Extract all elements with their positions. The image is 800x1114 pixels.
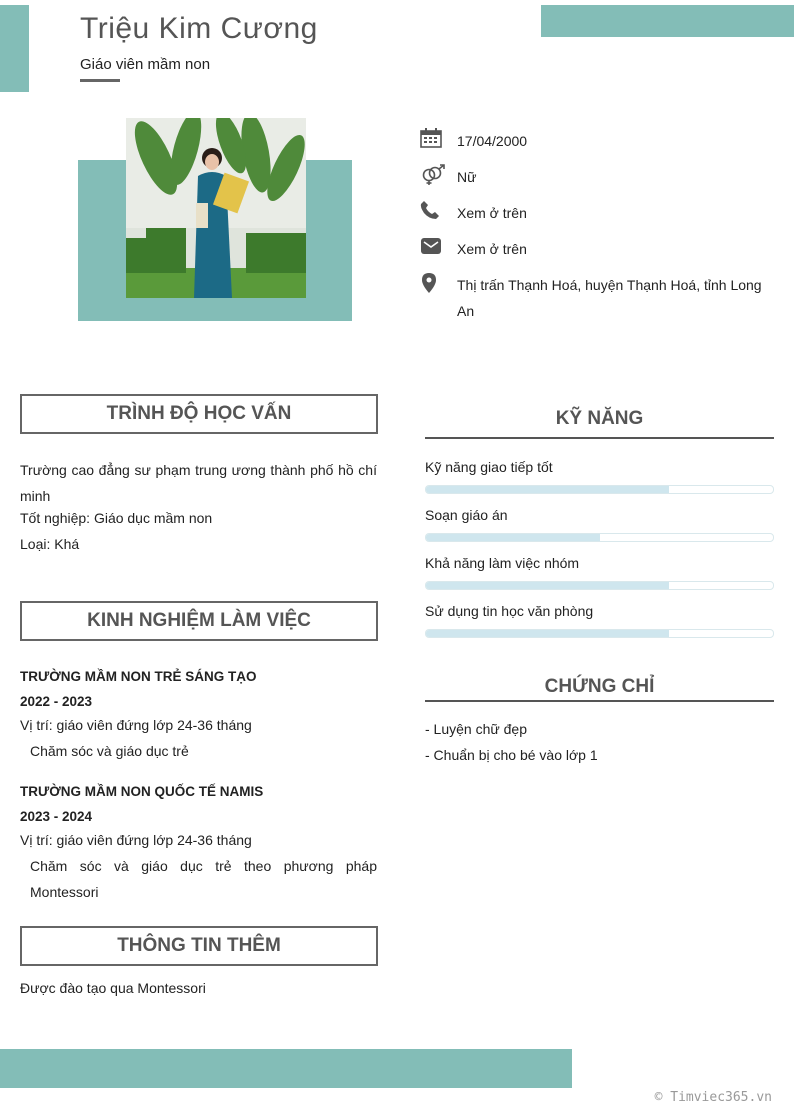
skill-bar-fill [426, 486, 669, 493]
calendar-icon [420, 128, 444, 150]
accent-block-top-right [541, 5, 794, 37]
skill-bar-fill [426, 534, 600, 541]
gender-icon [420, 164, 444, 186]
email-text: Xem ở trên [457, 241, 527, 257]
skill-bar [425, 581, 774, 590]
skill-bar [425, 629, 774, 638]
profile-photo [126, 118, 306, 298]
candidate-name: Triệu Kim Cương [80, 12, 318, 45]
accent-block-top-left [0, 5, 29, 92]
candidate-title: Giáo viên mầm non [80, 56, 211, 73]
skill-label: Kỹ năng giao tiếp tốt [425, 459, 553, 475]
title-underline [80, 79, 120, 82]
job-position: Vị trí: giáo viên đứng lớp 24-36 tháng [20, 717, 252, 733]
skills-heading: KỸ NĂNG [555, 408, 644, 429]
additional-heading: THÔNG TIN THÊM [20, 926, 378, 966]
skill-bar [425, 485, 774, 494]
phone-text: Xem ở trên [457, 205, 527, 221]
skill-bar [425, 533, 774, 542]
location-pin-icon [420, 272, 444, 294]
experience-heading: KINH NGHIỆM LÀM VIỆC [20, 601, 378, 641]
skill-label: Khả năng làm việc nhóm [425, 555, 580, 571]
certificates-heading: CHỨNG CHỈ [544, 676, 655, 697]
job-position: Vị trí: giáo viên đứng lớp 24-36 tháng [20, 832, 252, 848]
education-heading: TRÌNH ĐỘ HỌC VẤN [20, 394, 378, 434]
job-company: TRƯỜNG MẦM NON QUỐC TẾ NAMIS [20, 784, 264, 799]
gender-text: Nữ [457, 169, 477, 185]
skills-divider [425, 437, 774, 439]
job-period: 2022 - 2023 [20, 694, 93, 709]
skill-bar-fill [426, 582, 669, 589]
certificate-item: - Luyện chữ đẹp [425, 721, 527, 737]
certificate-item: - Chuẩn bị cho bé vào lớp 1 [425, 747, 598, 763]
education-school: Trường cao đẳng sư phạm trung ương thành phố hồ chí minh [20, 462, 377, 504]
email-icon [420, 236, 444, 258]
address-text: Thị trấn Thạnh Hoá, huyện Thạnh Hoá, tỉnh Long An [457, 277, 762, 319]
job-company: TRƯỜNG MẦM NON TRẺ SÁNG TẠO [20, 669, 257, 684]
skill-label: Soạn giáo án [425, 507, 508, 523]
job-description: Chăm sóc và giáo dục trẻ theo phương pháp Montessori [30, 858, 377, 900]
birthdate-text: 17/04/2000 [457, 133, 528, 149]
certificates-divider [425, 700, 774, 702]
watermark: © Timviec365.vn [654, 1090, 772, 1105]
accent-block-bottom [0, 1049, 572, 1088]
skill-bar-fill [426, 630, 669, 637]
skill-label: Sử dụng tin học văn phòng [425, 603, 594, 619]
education-grade: Loại: Khá [20, 536, 80, 552]
phone-icon [420, 200, 444, 222]
additional-text: Được đào tạo qua Montessori [20, 980, 206, 996]
job-description: Chăm sóc và giáo dục trẻ [30, 743, 189, 759]
job-period: 2023 - 2024 [20, 809, 93, 824]
education-major: Tốt nghiệp: Giáo dục mầm non [20, 510, 213, 526]
